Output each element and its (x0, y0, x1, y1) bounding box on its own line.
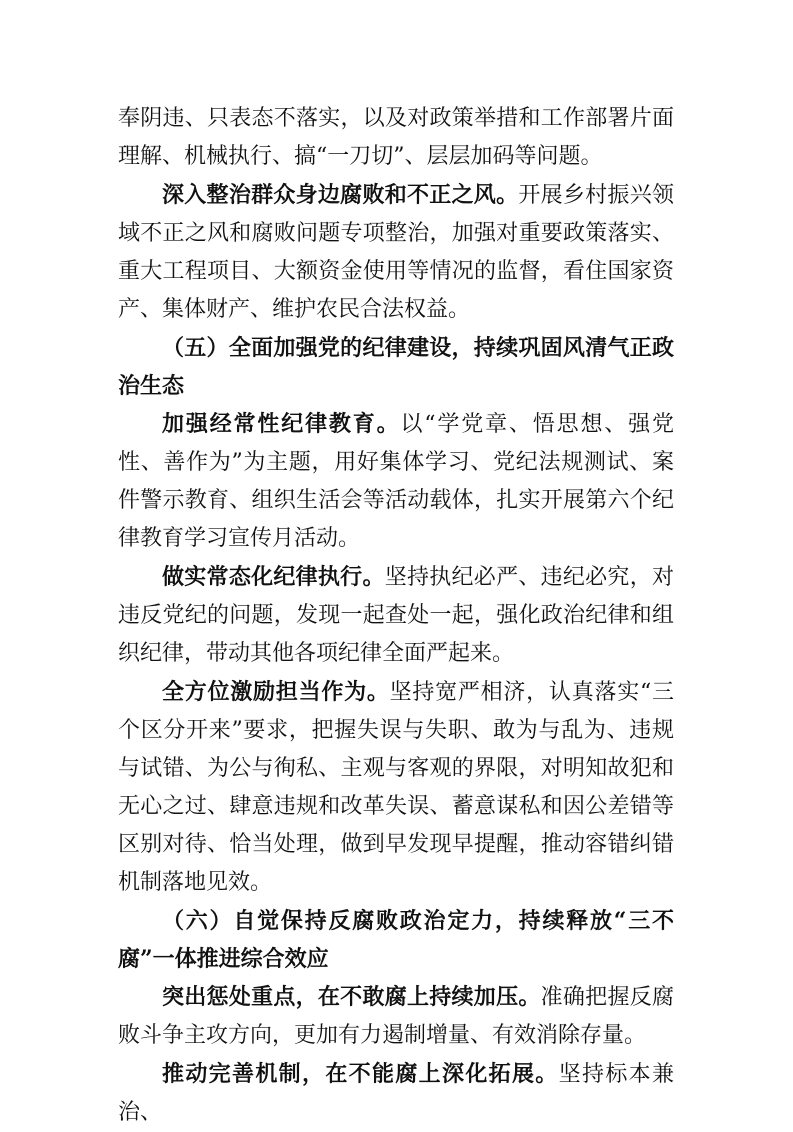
body-paragraph-6 (118, 978, 674, 1055)
paragraph-text: 准确把握反腐败斗争主攻方向，更加有力遏制增量、有效消除存量。 (118, 985, 674, 1048)
paragraph-text: 奉阴违、只表态不落实，以及对政策举措和工作部署片面理解、机械执行、搞“一刀切”、层层加码等问题。 (118, 106, 674, 169)
section-heading-5: （五）全面加强党的纪律建设，持续巩固风清气正政治生态 (118, 335, 674, 399)
document-body (118, 100, 674, 1132)
paragraph-lead: 推动完善机制，在不能腐上深化拓展。 (162, 1061, 559, 1087)
body-paragraph-5 (118, 673, 674, 902)
body-paragraph-3 (118, 405, 674, 558)
paragraph-text: 以“学党章、悟思想、强党性、善作为”为主题，用好集体学习、党纪法规测试、案件警示教育、组织生活会等活动载体，扎实开展第六个纪律教育学习宣传月活动。 (118, 412, 674, 551)
paragraph-text: 坚持宽严相济，认真落实“三个区分开来”要求，把握失误与失职、敢为与乱为、违规与试错、为公与徇私、主观与客观的界限，对明知故犯和无心之过、肆意违规和改革失误、蓄意谋私和因公差错等区别对待、恰当处理，做到早发现早提醒，推动容错纠错机制落地见效。 (118, 680, 674, 895)
body-paragraph-4 (118, 558, 674, 673)
paragraph-lead: 做实常态化纪律执行。 (162, 564, 385, 590)
paragraph-lead: 突出惩处重点，在不敢腐上持续加压。 (162, 984, 541, 1010)
paragraph-text: 坚持标本兼治、 (118, 1062, 674, 1125)
paragraph-text: 开展乡村振兴领域不正之风和腐败问题专项整治，加强对重要政策落实、重大工程项目、大额资金使用等情况的监督，看住国家资产、集体财产、维护农民合法权益。 (118, 183, 674, 322)
paragraph-lead: 深入整治群众身边腐败和不正之风。 (162, 182, 519, 208)
paragraph-lead: 加强经常性纪律教育。 (162, 411, 401, 437)
paragraph-text: 坚持执纪必严、违纪必究，对违反党纪的问题，发现一起查处一起，强化政治纪律和组织纪律，带动其他各项纪律全面严起来。 (118, 565, 674, 666)
body-paragraph-7 (118, 1055, 674, 1132)
body-paragraph-1 (118, 100, 674, 176)
paragraph-lead: 全方位激励担当作为。 (162, 679, 390, 705)
body-paragraph-2 (118, 176, 674, 329)
section-heading-6: （六）自觉保持反腐败政治定力，持续释放“三不腐”一体推进综合效应 (118, 908, 674, 972)
